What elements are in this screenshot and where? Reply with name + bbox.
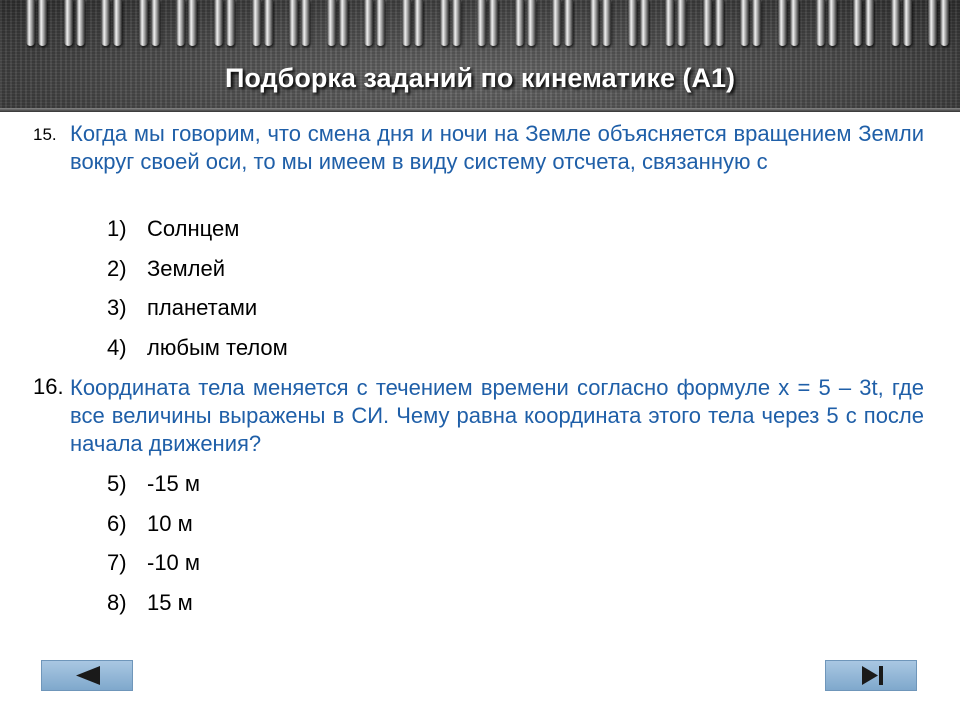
- binding-ring: [339, 0, 348, 46]
- binding-ring: [640, 0, 649, 46]
- binding-ring: [188, 0, 197, 46]
- option-text: Солнцем: [147, 216, 240, 241]
- binding-ring: [828, 0, 837, 46]
- binding-ring: [264, 0, 273, 46]
- binding-ring: [139, 0, 148, 46]
- binding-ring: [752, 0, 761, 46]
- binding-ring: [778, 0, 787, 46]
- option-number: 6): [107, 511, 127, 536]
- option-text: 15 м: [147, 590, 193, 615]
- binding-ring: [226, 0, 235, 46]
- option-number: 8): [107, 590, 127, 615]
- answer-option: [107, 216, 239, 242]
- skip-to-end-icon: [826, 661, 916, 690]
- slide-title: Подборка заданий по кинематике (А1): [225, 63, 735, 93]
- binding-ring: [865, 0, 874, 46]
- option-number: 1): [107, 216, 127, 241]
- binding-ring: [715, 0, 724, 46]
- option-text: планетами: [147, 295, 258, 320]
- option-number: 4): [107, 335, 127, 360]
- binding-ring: [214, 0, 223, 46]
- answer-option: [107, 256, 225, 282]
- binding-ring: [790, 0, 799, 46]
- option-text: 10 м: [147, 511, 193, 536]
- binding-ring: [940, 0, 949, 46]
- binding-ring: [740, 0, 749, 46]
- binding-ring: [76, 0, 85, 46]
- question-text: Когда мы говорим, что смена дня и ночи на Земле объясняется вращением Земли вокруг своей оси, то мы имеем в виду систему отсчета, связанную с: [70, 121, 924, 174]
- binding-ring: [515, 0, 524, 46]
- binding-ring: [489, 0, 498, 46]
- option-text: -10 м: [147, 550, 201, 575]
- binding-ring: [903, 0, 912, 46]
- binding-ring: [252, 0, 261, 46]
- answer-option: [107, 511, 193, 537]
- binding-ring: [703, 0, 712, 46]
- option-number: 2): [107, 256, 127, 281]
- binding-ring: [301, 0, 310, 46]
- binding-ring: [564, 0, 573, 46]
- binding-ring: [289, 0, 298, 46]
- answer-option: [107, 295, 257, 321]
- back-button[interactable]: [41, 660, 133, 691]
- option-number: 5): [107, 471, 127, 496]
- binding-ring: [113, 0, 122, 46]
- binding-ring: [816, 0, 825, 46]
- answer-option: [107, 471, 200, 497]
- binding-ring: [928, 0, 937, 46]
- option-number: 3): [107, 295, 127, 320]
- binding-ring: [38, 0, 47, 46]
- binding-ring: [26, 0, 35, 46]
- binding-ring: [101, 0, 110, 46]
- binding-ring: [590, 0, 599, 46]
- binding-ring: [440, 0, 449, 46]
- answer-option: [107, 335, 288, 361]
- binding-ring: [452, 0, 461, 46]
- slide-header: [0, 0, 960, 112]
- binding-ring: [552, 0, 561, 46]
- option-text: любым телом: [147, 335, 288, 360]
- answer-option: [107, 550, 200, 576]
- binding-ring: [665, 0, 674, 46]
- answer-option: [107, 590, 193, 616]
- binding-ring: [64, 0, 73, 46]
- triangle-left-icon: [42, 661, 132, 690]
- binding-ring: [477, 0, 486, 46]
- binding-ring: [364, 0, 373, 46]
- option-text: Землей: [147, 256, 226, 281]
- binding-ring: [853, 0, 862, 46]
- question-number: 15.: [33, 125, 57, 144]
- binding-ring: [628, 0, 637, 46]
- question-number: 16.: [33, 374, 64, 399]
- binding-ring: [677, 0, 686, 46]
- option-text: -15 м: [147, 471, 201, 496]
- binding-ring: [376, 0, 385, 46]
- binding-ring: [327, 0, 336, 46]
- skip-to-end-button[interactable]: [825, 660, 917, 691]
- question-text: Координата тела меняется с течением времени согласно формуле x = 5 – 3t, где все величины выражены в СИ. Чему равна координата этого тела через 5 с после начала движения?: [70, 375, 924, 456]
- binding-ring: [527, 0, 536, 46]
- binding-ring: [151, 0, 160, 46]
- binding-ring: [176, 0, 185, 46]
- notebook-binding: [0, 0, 960, 52]
- binding-ring: [402, 0, 411, 46]
- binding-ring: [414, 0, 423, 46]
- binding-ring: [891, 0, 900, 46]
- binding-ring: [602, 0, 611, 46]
- option-number: 7): [107, 550, 127, 575]
